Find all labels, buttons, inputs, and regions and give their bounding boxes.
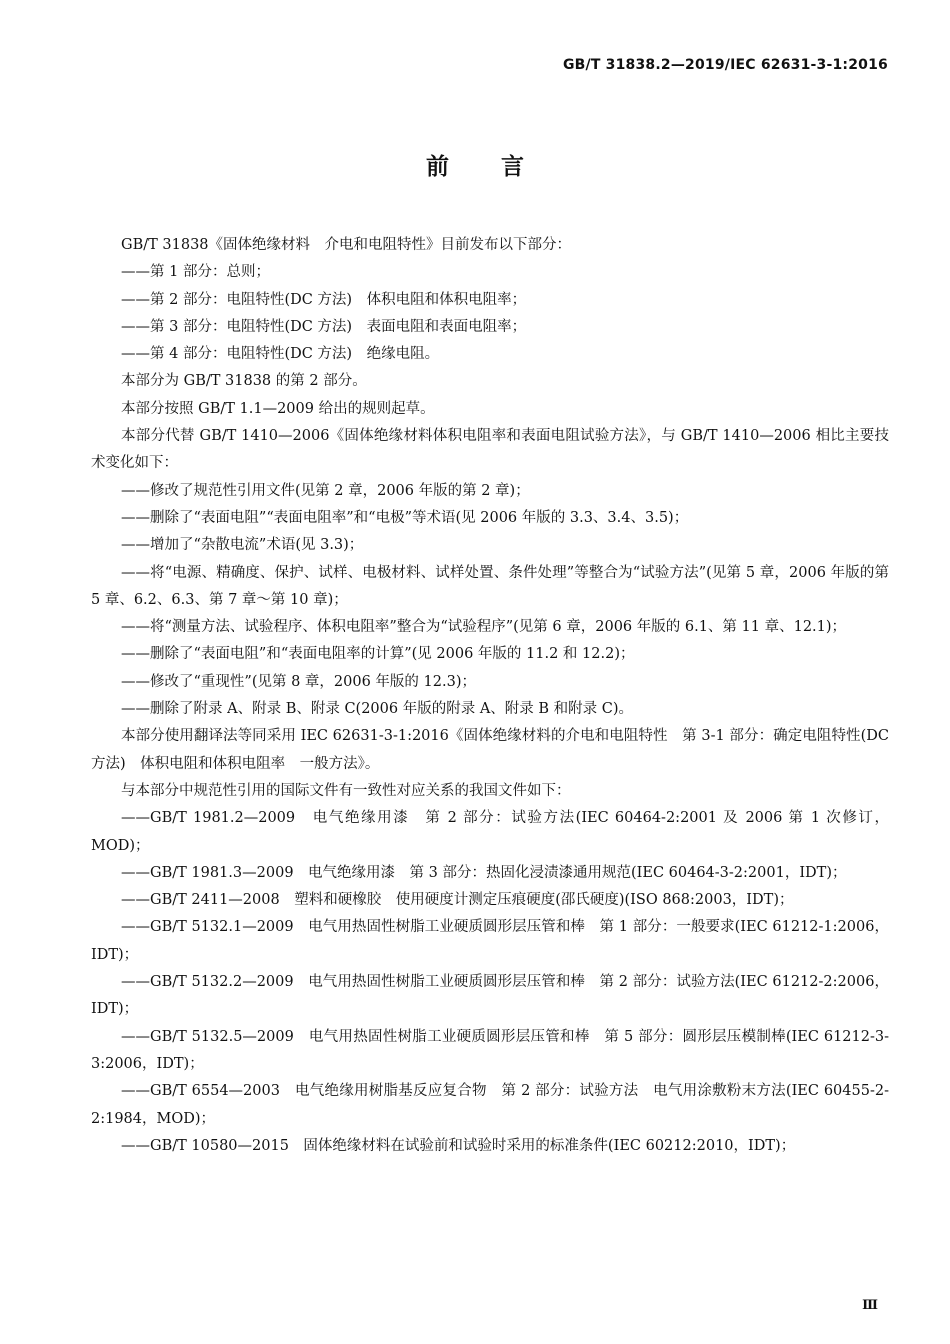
list-item: ——修改了“重现性”(见第 8 章，2006 年版的 12.3)； (121, 673, 476, 690)
paragraph: 本部分使用翻译法等同采用 IEC 62631-3-1:2016《固体绝缘材料的介电和电阻特性 第 3-1 部分：确定电阻特性(DC 方法) 体积电阻和体积电阻率 一般方法》。 (91, 728, 889, 772)
document-body (91, 232, 889, 1160)
list-item: ——第 3 部分：电阻特性(DC 方法) 表面电阻和表面电阻率； (121, 318, 527, 335)
list-item: ——增加了“杂散电流”术语(见 3.3)； (121, 537, 364, 554)
list-item: ——将“电源、精确度、保护、试样、电极材料、试样处置、条件处理”等整合为“试验方法”(见第 5 章，2006 年版的第 5 章、6.2、6.3、第 7 章～第 10 章)； (91, 564, 889, 608)
list-item: ——GB/T 5132.2—2009 电气用热固性树脂工业硬质圆形层压管和棒 第 2 部分：试验方法(IEC 61212-2:2006，IDT)； (91, 974, 889, 1018)
document-header: GB/T 31838.2—2019/IEC 62631-3-1:2016 (562, 57, 888, 73)
page-title: 前言 (426, 154, 576, 180)
list-item: ——GB/T 5132.5—2009 电气用热固性树脂工业硬质圆形层压管和棒 第 5 部分：圆形层压模制棒(IEC 61212-3-3:2006，IDT)； (91, 1028, 889, 1072)
paragraph: 与本部分中规范性引用的国际文件有一致性对应关系的我国文件如下： (121, 782, 571, 799)
list-item: ——第 2 部分：电阻特性(DC 方法) 体积电阻和体积电阻率； (121, 291, 527, 308)
paragraph: 本部分代替 GB/T 1410—2006《固体绝缘材料体积电阻率和表面电阻试验方法》，与 GB/T 1410—2006 相比主要技术变化如下： (91, 428, 889, 472)
list-item: ——GB/T 5132.1—2009 电气用热固性树脂工业硬质圆形层压管和棒 第 1 部分：一般要求(IEC 61212-1:2006，IDT)； (91, 919, 889, 963)
list-item: ——删除了附录 A、附录 B、附录 C(2006 年版的附录 A、附录 B 和附录 C)。 (121, 701, 634, 718)
list-item: ——GB/T 2411—2008 塑料和硬橡胶 使用硬度计测定压痕硬度(邵氏硬度)(ISO 868:2003，IDT)； (121, 892, 794, 909)
list-item: ——GB/T 6554—2003 电气绝缘用树脂基反应复合物 第 2 部分：试验方法 电气用涂敷粉末方法(IEC 60455-2-2:1984，MOD)； (91, 1083, 889, 1127)
page-number: Ⅲ (862, 1298, 878, 1313)
paragraph: 本部分按照 GB/T 1.1—2009 给出的规则起草。 (121, 400, 435, 417)
paragraph: GB/T 31838《固体绝缘材料 介电和电阻特性》目前发布以下部分： (121, 237, 572, 253)
list-item: ——删除了“表面电阻”和“表面电阻率的计算”(见 2006 年版的 11.2 和 12.2)； (121, 646, 635, 663)
list-item: ——GB/T 10580—2015 固体绝缘材料在试验前和试验时采用的标准条件(IEC 60212:2010，IDT)； (121, 1137, 796, 1154)
list-item: ——GB/T 1981.3—2009 电气绝缘用漆 第 3 部分：热固化浸渍漆通用规范(IEC 60464-3-2:2001，IDT)； (121, 864, 847, 881)
list-item: ——第 4 部分：电阻特性(DC 方法) 绝缘电阻。 (121, 346, 440, 363)
list-item: ——第 1 部分：总则； (121, 264, 270, 281)
list-item: ——修改了规范性引用文件(见第 2 章，2006 年版的第 2 章)； (121, 482, 530, 499)
list-item: ——将“测量方法、试验程序、体积电阻率”整合为“试验程序”(见第 6 章，2006 年版的 6.1、第 11 章、12.1)； (121, 619, 847, 636)
list-item: ——删除了“表面电阻”“表面电阻率”和“电极”等术语(见 2006 年版的 3.3、3.4、3.5)； (121, 509, 689, 526)
list-item: ——GB/T 1981.2—2009 电气绝缘用漆 第 2 部分：试验方法(IEC 60464-2:2001 及 2006 第 1 次修订，MOD)； (91, 810, 889, 854)
paragraph: 本部分为 GB/T 31838 的第 2 部分。 (121, 373, 367, 390)
